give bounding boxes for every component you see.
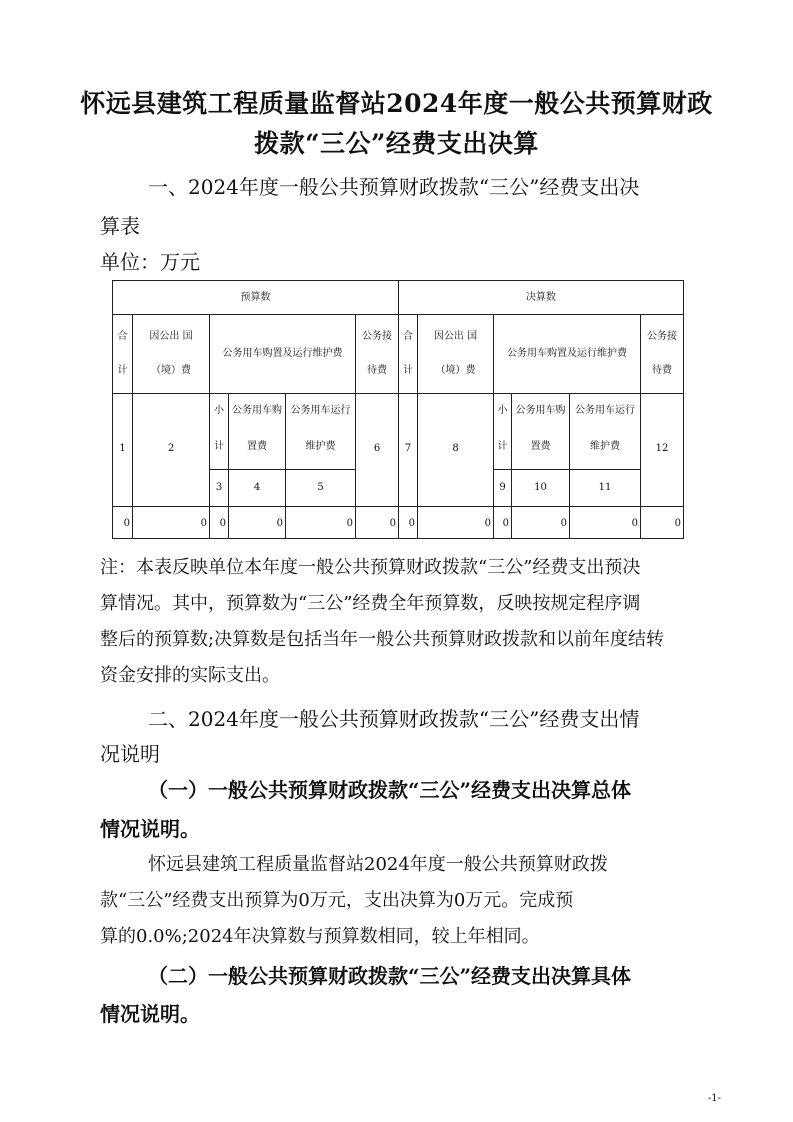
- note-line4: 资金安排的实际支出。: [100, 665, 280, 686]
- col-total-label-2: 计: [403, 365, 413, 376]
- col-vehicle-label: 公务用车购置及运行维护费: [507, 348, 627, 359]
- col-total-label-2: 计: [117, 365, 128, 376]
- col-number: 7: [404, 443, 412, 454]
- col-vehicle-label: 公务用车购置及运行维护费: [222, 348, 343, 359]
- col-number: 8: [452, 443, 459, 454]
- col-number: 4: [253, 482, 261, 493]
- col-subtotal-label: 小: [497, 405, 508, 416]
- col-reception-label-2: 待费: [652, 365, 672, 376]
- col-purchase-label-2: 置费: [247, 441, 267, 452]
- col-number: 2: [167, 443, 175, 454]
- final-header: 决算数: [526, 292, 556, 303]
- col-reception-label: 公务接: [647, 331, 677, 342]
- section1-heading-line1: 一、2024年度一般公共预算财政拨款“三公”经费支出决: [148, 175, 640, 199]
- col-abroad-label: 因公出 国: [433, 331, 478, 342]
- table-value: 0: [560, 518, 567, 529]
- document-title-line1: 怀远县建筑工程质量监督站2024年度一般公共预算财政: [80, 89, 713, 118]
- page-number: -1-: [707, 1093, 721, 1104]
- paragraph1-line1: 怀远县建筑工程质量监督站2024年度一般公共预算财政拨: [148, 854, 608, 875]
- table-value: 0: [276, 518, 283, 529]
- note-line3: 整后的预算数;决算数是包括当年一般公共预算财政拨款和以前年度结转: [100, 629, 665, 650]
- section2-heading-line1: 二、2024年度一般公共预算财政拨款“三公”经费支出情: [148, 707, 640, 731]
- col-reception-label: 公务接: [362, 331, 392, 342]
- col-number: 10: [534, 482, 547, 493]
- col-number: 9: [499, 482, 506, 493]
- budget-header: 预算数: [240, 292, 271, 303]
- col-abroad-label-2: （境）费: [435, 365, 476, 376]
- table-value: 0: [502, 518, 509, 529]
- table-value: 0: [346, 518, 353, 529]
- subsection2-heading-line1: （二）一般公共预算财政拨款“三公”经费支出决算具体: [148, 964, 632, 988]
- document-title-line2: 拨款“三公”经费支出决算: [254, 129, 539, 158]
- paragraph1-line3: 算的0.0%;2024年决算数与预算数相同，较上年相同。: [100, 926, 540, 947]
- col-purchase-label: 公务用车购: [515, 405, 566, 416]
- unit-label: 单位：万元: [100, 250, 200, 274]
- col-operation-label-2: 维护费: [305, 441, 336, 452]
- col-operation-label: 公务用车运行: [290, 405, 351, 416]
- section2-heading-line2: 况说明: [100, 742, 160, 766]
- col-number: 12: [655, 443, 669, 454]
- subsection2-heading-line2: 情况说明。: [100, 1002, 200, 1026]
- table-value: 0: [389, 518, 396, 529]
- col-total-label: 合: [117, 331, 128, 342]
- col-subtotal-label-2: 计: [214, 441, 224, 452]
- col-abroad-label-2: （境）费: [151, 365, 191, 376]
- col-subtotal-label-2: 计: [497, 441, 508, 452]
- table-value: 0: [200, 518, 207, 529]
- subsection1-heading-line1: （一）一般公共预算财政拨款“三公”经费支出决算总体: [148, 778, 632, 802]
- note-line2: 算情况。其中，预算数为“三公”经费全年预算数，反映按规定程序调: [100, 593, 641, 614]
- table-value: 0: [219, 518, 226, 529]
- paragraph1-line2: 款“三公”经费支出预算为0万元，支出决算为0万元。完成预: [100, 890, 574, 911]
- col-subtotal-label: 小: [214, 405, 224, 416]
- col-number: 3: [215, 482, 223, 493]
- col-number: 5: [317, 482, 324, 493]
- table-value: 0: [674, 518, 681, 529]
- three-public-expense-table: [112, 280, 684, 539]
- col-abroad-label: 因公出 国: [149, 331, 193, 342]
- table-value: 0: [408, 518, 415, 529]
- col-number: 6: [373, 443, 381, 454]
- note-line1: 注：本表反映单位本年度一般公共预算财政拨款“三公”经费支出预决: [100, 557, 641, 578]
- col-number: 11: [598, 482, 612, 493]
- table-value: 0: [631, 518, 638, 529]
- section1-heading-line2: 算表: [100, 214, 140, 238]
- col-number: 1: [119, 443, 126, 454]
- col-total-label: 合: [403, 331, 413, 342]
- col-reception-label-2: 待费: [367, 365, 387, 376]
- subsection1-heading-line2: 情况说明。: [100, 817, 200, 841]
- table-value: 0: [484, 518, 491, 529]
- col-purchase-label: 公务用车购: [232, 405, 282, 416]
- col-operation-label: 公务用车运行: [575, 405, 635, 416]
- col-purchase-label-2: 置费: [530, 441, 551, 452]
- table-value: 0: [123, 518, 130, 529]
- col-operation-label-2: 维护费: [590, 441, 620, 452]
